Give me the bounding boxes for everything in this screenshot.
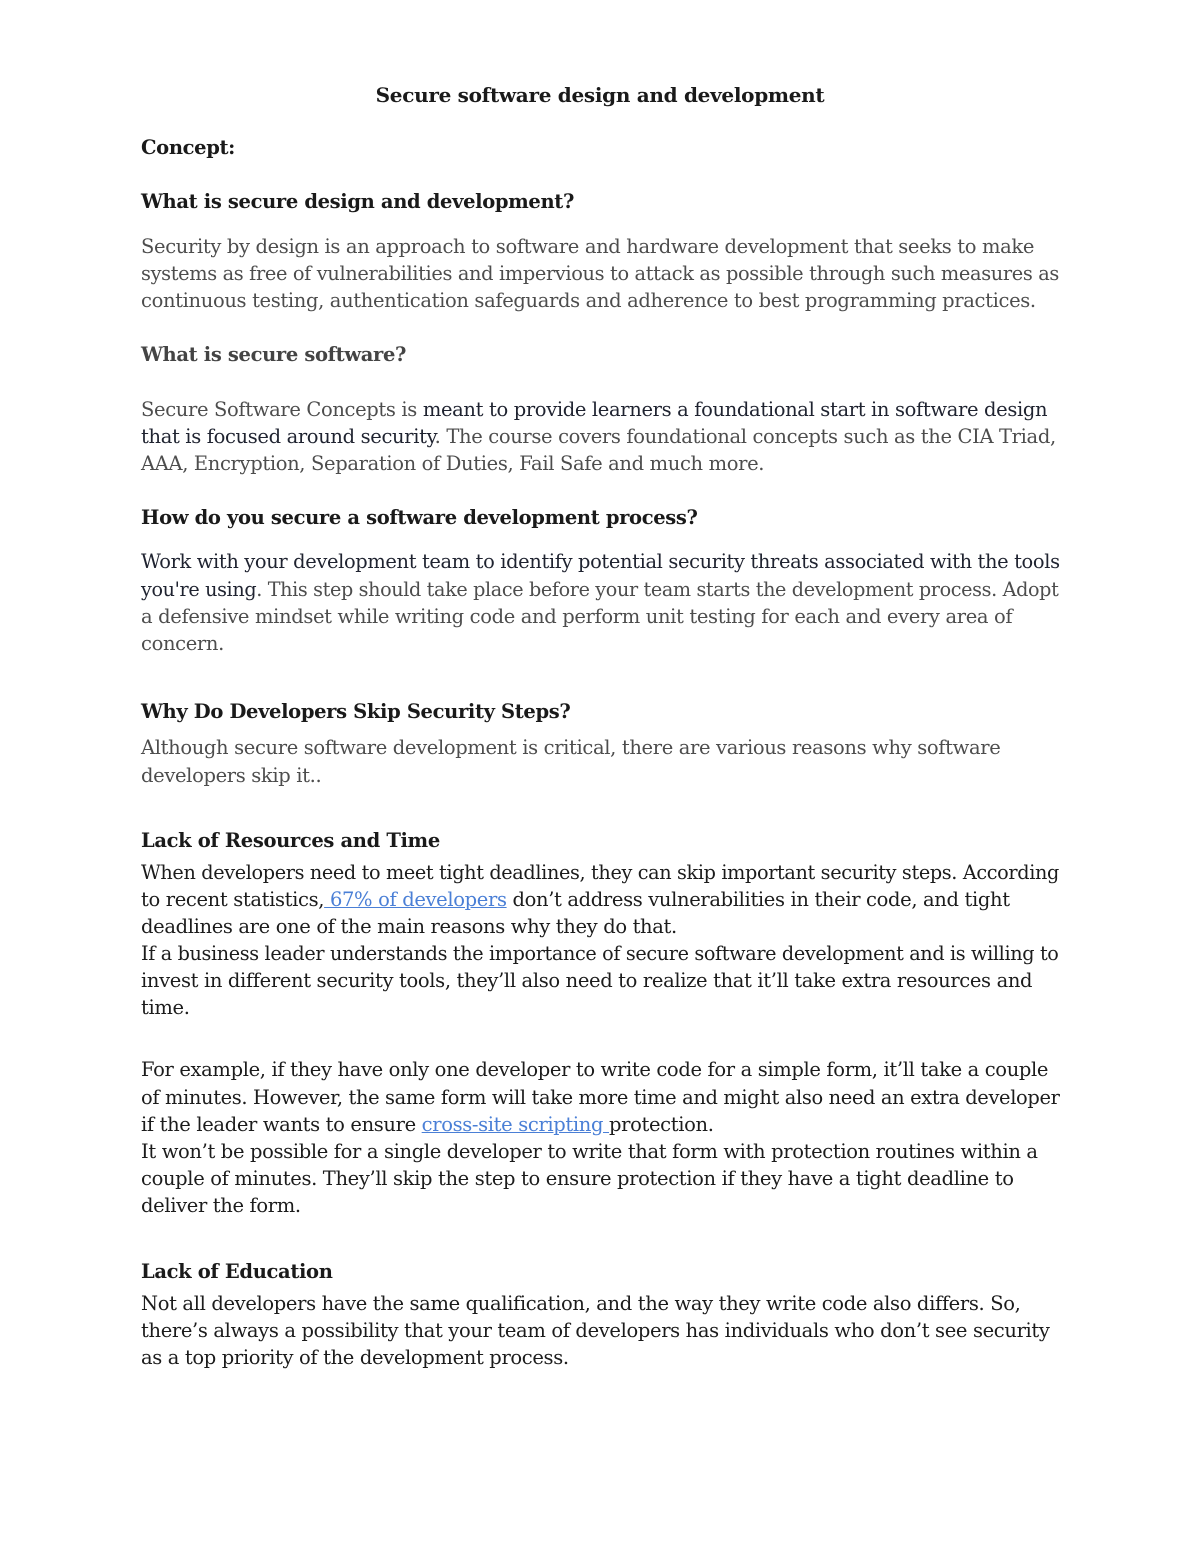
q3-line: concern. bbox=[141, 632, 224, 655]
s1-line: deadlines are one of the main reasons why they do that. bbox=[141, 915, 677, 938]
q1-heading: What is secure design and development? bbox=[141, 190, 575, 213]
s1-line: It won’t be possible for a single developer to write that form with protection routines within a bbox=[141, 1140, 1038, 1163]
q1-line: systems as free of vulnerabilities and impervious to attack as possible through such measures as bbox=[141, 262, 1060, 285]
q3-line bbox=[141, 576, 1058, 603]
s1-line: of minutes. However, the same form will take more time and might also need an extra developer bbox=[141, 1086, 1060, 1109]
q2-line bbox=[141, 396, 1047, 423]
s2-line: as a top priority of the development process. bbox=[141, 1346, 569, 1369]
s1-line bbox=[141, 1111, 714, 1138]
s1-text: if the leader wants to ensure bbox=[141, 1113, 422, 1136]
q4-heading: Why Do Developers Skip Security Steps? bbox=[141, 700, 571, 723]
q4-line: developers skip it.. bbox=[141, 764, 322, 787]
q2-heading: What is secure software? bbox=[141, 343, 407, 366]
concept-heading: Concept: bbox=[141, 136, 236, 159]
s1-text: protection. bbox=[609, 1113, 714, 1136]
q3-line: Work with your development team to identify potential security threats associated with the tools bbox=[141, 550, 1060, 573]
s1-text: to recent statistics, bbox=[141, 888, 325, 911]
s1-line: For example, if they have only one developer to write code for a simple form, it’ll take a couple bbox=[141, 1058, 1049, 1081]
q3-heading: How do you secure a software development process? bbox=[141, 506, 698, 529]
s1-line: time. bbox=[141, 996, 190, 1019]
s2-line: Not all developers have the same qualification, and the way they write code also differs. So, bbox=[141, 1292, 1021, 1315]
q3-text: you're using bbox=[141, 578, 257, 601]
q1-line: Security by design is an approach to software and hardware development that seeks to make bbox=[141, 235, 1035, 258]
s1-line: deliver the form. bbox=[141, 1194, 301, 1217]
s2-heading: Lack of Education bbox=[141, 1260, 333, 1283]
cross-site-scripting-link[interactable]: cross-site scripting bbox=[421, 1113, 609, 1136]
s1-line: If a business leader understands the importance of secure software development and is willing to bbox=[141, 942, 1059, 965]
s2-line: there’s always a possibility that your team of developers has individuals who don’t see security bbox=[141, 1319, 1050, 1342]
q2-text: meant to provide learners a foundational start in software design bbox=[422, 398, 1048, 421]
s1-line: When developers need to meet tight deadlines, they can skip important security steps. According bbox=[141, 861, 1059, 884]
q2-text: . The course covers foundational concepts such as the CIA Triad, bbox=[434, 425, 1056, 448]
q2-text: that is focused around security bbox=[141, 425, 435, 448]
s1-heading: Lack of Resources and Time bbox=[141, 829, 440, 852]
s1-line: invest in different security tools, they’ll also need to realize that it’ll take extra resources and bbox=[141, 969, 1033, 992]
q4-line: Although secure software development is critical, there are various reasons why software bbox=[141, 736, 1001, 759]
s1-line: couple of minutes. They’ll skip the step to ensure protection if they have a tight deadline to bbox=[141, 1167, 1014, 1190]
q1-line: continuous testing, authentication safeguards and adherence to best programming practices. bbox=[141, 289, 1036, 312]
developers-stat-link[interactable]: 67% of developers bbox=[324, 888, 507, 911]
document-title: Secure software design and development bbox=[375, 83, 825, 107]
q3-line: a defensive mindset while writing code and perform unit testing for each and every area of bbox=[141, 605, 1013, 628]
s1-line bbox=[141, 886, 1010, 913]
q2-text: Secure Software Concepts is bbox=[141, 398, 423, 421]
q2-line bbox=[141, 423, 1056, 450]
q2-line: AAA, Encryption, Separation of Duties, Fail Safe and much more. bbox=[141, 452, 765, 475]
s1-text: don’t address vulnerabilities in their code, and tight bbox=[506, 888, 1010, 911]
q3-text: . This step should take place before your team starts the development process. Adopt bbox=[256, 578, 1059, 601]
